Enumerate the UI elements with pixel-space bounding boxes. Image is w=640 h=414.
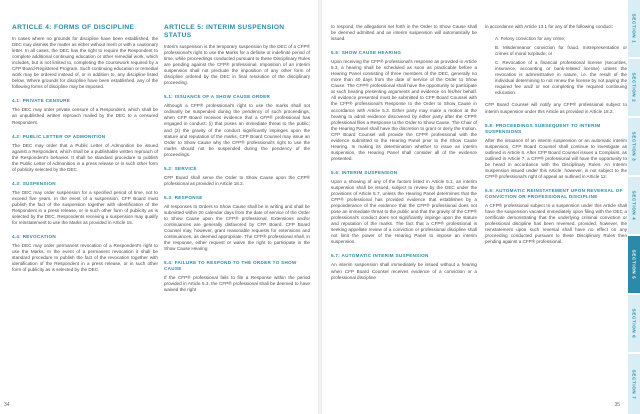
section-5-4-continued: to respond, the allegations set forth in the Order to Show Cause shall be deemed admitted and an interim suspension will automatically be issued.	[331, 24, 477, 42]
tab-label: SECTION 5	[631, 249, 637, 280]
conduct-list	[495, 36, 627, 96]
section-5-4-text: If the CFP® professional fails to file a Response within the period provided in Article 5.3, the CFP® professional shall be deemed to have waived the right	[164, 275, 310, 293]
article-5-title: ARTICLE 5: INTERIM SUSPENSION STATUS	[164, 24, 285, 39]
page-number-right: 35	[614, 402, 620, 408]
list-item: C. Revocation of a financial professional license (securities, insurance, accounting or bank-related license) unless the revocation is administrative in nature, i.e. the result of the individual determining to not renew the license by not paying the required fee and/ or not completing the required continuing education.	[495, 60, 627, 96]
section-5-2-heading: 5.2: SERVICE	[164, 165, 197, 171]
article-4-intro: In cases where no grounds for discipline have been established, the DEC may dismiss the matter as either without merit or with a cautionary letter. In all cases, the DEC has the right to require the Respondent to complete additional continuing education or other remedial work, which includes, but is not limited to, completing the coursework required by a CFP Board-Registered Program. Such continuing education or remedial work may be ordered instead of, or in addition to, any discipline listed below. Where grounds for discipline have been established, any of the following forms of discipline may be imposed.	[12, 36, 158, 90]
section-5-9-heading: 5.9: AUTOMATIC REINSTATEMENT UPON REVERSAL OF CONVICTION OR PROFESSIONAL DISCIPLINE	[485, 187, 623, 199]
section-4-1-heading: 4.1: PRIVATE CENSURE	[12, 98, 71, 104]
tab-section-1[interactable]	[628, 0, 640, 57]
tab-label: SECTION 2	[631, 72, 637, 103]
section-5-2-text: CFP Board shall serve the Order to Show Cause upon the CFP® professional as provided in Article 18.2.	[164, 174, 310, 186]
section-4-2-text: The DEC may order that a Public Letter of Admonition be issued against a Respondent, which shall be a publishable written reproach of the Respondent's behavior. It shall be standard procedure to publish the Public Letter of Admonition in a press release or in such other form of publicity selected by the DEC.	[12, 142, 158, 172]
section-4-2-heading: 4.2: PUBLIC LETTER OF ADMONITION	[12, 133, 106, 139]
section-5-5-heading: 5.5: SHOW CAUSE HEARING	[331, 50, 402, 56]
tab-label: SECTION 3	[631, 131, 637, 162]
page-number-left: 34	[4, 402, 10, 408]
section-5-1-heading: 5.1: ISSUANCE OF A SHOW CAUSE ORDER	[164, 94, 271, 100]
tab-label: SECTION 4	[631, 190, 637, 221]
section-5-8-heading: 5.8: PROCEEDINGS SUBSEQUENT TO INTERIM SUSPENSIONS	[485, 122, 601, 134]
article-4-title: ARTICLE 4: FORMS OF DISCIPLINE	[12, 24, 135, 31]
section-5-4-heading: 5.4: FAILURE TO RESPOND TO THE ORDER TO SHOW CAUSE	[164, 260, 297, 272]
article-5-intro: Interim suspension is the temporary suspension by the DEC of a CFP® professional's right to use the Marks for a definite or indefinite period of time, while proceedings conducted pursuant to these Disciplinary Rules are pending against the CFP® professional. Imposition of an interim suspension shall not preclude the imposition of any other form of discipline ordered by the DEC in final resolution of the disciplinary proceeding.	[164, 44, 310, 86]
list-item: A. Felony conviction for any crime;	[495, 36, 566, 42]
notification-text: CFP Board Counsel will notify any CFP® professional subject to interim suspension under this Article as provided in Article 18.2.	[485, 102, 627, 114]
tab-label: SECTION 1	[631, 13, 637, 44]
section-5-7-continued: in accordance with Article 13.1 for any of the following conduct:	[485, 24, 613, 29]
left-page	[0, 0, 318, 414]
right-column-1	[331, 24, 477, 287]
section-5-7-heading: 5.7: AUTOMATIC INTERIM SUSPENSION	[331, 253, 429, 259]
section-5-1-text: Although a CFP® professional's right to use the marks shall not ordinarily be suspended during the pendency of such proceedings, when CFP Board receives evidence that a CFP® professional has engaged in conduct: (i) that poses an immediate threat to the public; and (2) the gravity of the conduct significantly impinges upon the stature and reputation of the marks, CFP Board Counsel may issue an Order to Show Cause why the CFP® professional's right to use the marks should not be suspended during the pendency of the proceedings.	[164, 103, 310, 157]
tab-label: SECTION 7	[631, 369, 637, 399]
right-column-2	[485, 24, 627, 251]
section-5-6-heading: 5.6: INTERIM SUSPENSION	[331, 169, 398, 175]
section-5-6-text: Upon a showing of any of the factors listed in Article 5.1, an interim suspension shall be issued, subject to review by the DEC under the provisions of Article 5.7, unless the Hearing Panel determines that the CFP® professional has provided evidence that establishes by a preponderance of the evidence that the CFP® professional does not pose an immediate threat to the public and that the gravity of the CFP® professional's conduct does not significantly impinge upon the stature and reputation of the marks. The fact that a CFP® professional is seeking appellate review of a conviction or professional discipline shall not limit the power of the Hearing Panel to impose an interim suspension.	[331, 178, 477, 245]
tab-section-5[interactable]	[628, 236, 640, 293]
tab-section-2[interactable]	[628, 59, 640, 116]
tab-label: SECTION 6	[631, 308, 637, 339]
list-item: B. Misdemeanor conviction for fraud, misrepresentation or crimes of moral turpitude; or	[495, 45, 627, 57]
section-5-3-text: All responses to Orders to Show Cause shall be in writing and shall be submitted within 20 calendar days from the date of service of the Order to Show Cause upon the CFP® professional. Extensions and/or continuances are generally disfavored by CFP Board. CFP Board Counsel may, however, grant reasonable requests for extensions and continuances, as deemed appropriate. The CFP® professional shall, in the response, either request or waive the right to participate in the Show Cause Hearing.	[164, 203, 310, 252]
section-4-4-text: The DEC may order permanent revocation of a Respondent's right to use the Marks. In the event of a permanent revocation it shall be standard procedure to publish the fact of the revocation together with identification of the Respondent in a press release, or in such other form of publicity as is selected by the DEC.	[12, 243, 158, 273]
section-5-9-text: A CFP® professional subject to a suspension under this Article shall have the suspension vacated immediately upon filing with the DEC a certificate demonstrating that the underlying criminal conviction or professional discipline has been reversed, provided, however, the reinstatement upon such reversal shall have no effect on any proceeding conducted pursuant to these Disciplinary Rules then pending against a CFP® professional.	[485, 202, 627, 245]
left-column-1	[12, 24, 158, 279]
section-tabs	[628, 0, 640, 414]
tab-section-3[interactable]	[628, 118, 640, 175]
tab-section-4[interactable]	[628, 177, 640, 234]
section-5-3-heading: 5.3: RESPONSE	[164, 194, 203, 200]
section-5-8-text: After the issuance of an interim suspension or an automatic interim suspension, CFP Board Counsel shall continue to investigate as outlined in Article 6. After CFP Board Counsel issues a Complaint, as outlined in Article 7, a CFP® professional will have the opportunity to be heard in accordance with the Disciplinary Rules. An Interim Suspension issued under this Article, however, is not subject to the CFP® professional's right of appeal as outlined in Article 12.	[485, 137, 627, 179]
section-4-3-text: The DEC may order suspension for a specified period of time, not to exceed five years. In the event of a suspension, CFP Board must publish the fact of the suspension together with identification of the Respondent in a press release, or in such other form of publicity as is selected by the DEC. Respondents receiving a suspension may qualify for reinstatement to use the Marks as provided in Article 15.	[12, 189, 158, 226]
section-4-1-text: The DEC may order private censure of a Respondent, which shall be an unpublished written reproach mailed by the DEC to a censured Respondent.	[12, 107, 158, 125]
left-column-2	[164, 24, 310, 299]
right-page	[322, 0, 640, 414]
section-4-4-heading: 4.4: REVOCATION	[12, 234, 56, 240]
section-4-3-heading: 4.3: SUSPENSION	[12, 180, 56, 186]
tab-section-6[interactable]	[628, 295, 640, 352]
section-5-5-text: Upon receiving the CFP® professional's response as provided in Article 5.3, a hearing shall be scheduled as soon as practicable before a Hearing Panel consisting of three members of the DEC, generally no more than 40 days from the date of service of the Order to Show Cause. The CFP® professional shall have the opportunity to participate at such hearing presenting arguments and evidence on his/her behalf. All evidence presented must be submitted to CFP Board Counsel with the CFP® professional's Response to the Order to Show Cause in accordance with Article 5.3. Either party may make a motion at the hearing to admit evidence discovered by either party after the CFP® professional files a Response to the Order to Show Cause. The Chair of the Hearing Panel shall have the discretion to grant or deny the motion. CFP Board Counsel will provide the CFP® professional with the evidence submitted to the Hearing Panel prior to the Show Cause Hearing. In making its determination whether to issue an interim suspension, the Hearing Panel shall consider all of the evidence presented.	[331, 59, 477, 161]
tab-section-7[interactable]	[628, 354, 640, 414]
section-5-7-text: An interim suspension shall immediately be issued without a hearing when CFP Board Counsel receives evidence of a conviction or a professional discipline	[331, 262, 477, 280]
